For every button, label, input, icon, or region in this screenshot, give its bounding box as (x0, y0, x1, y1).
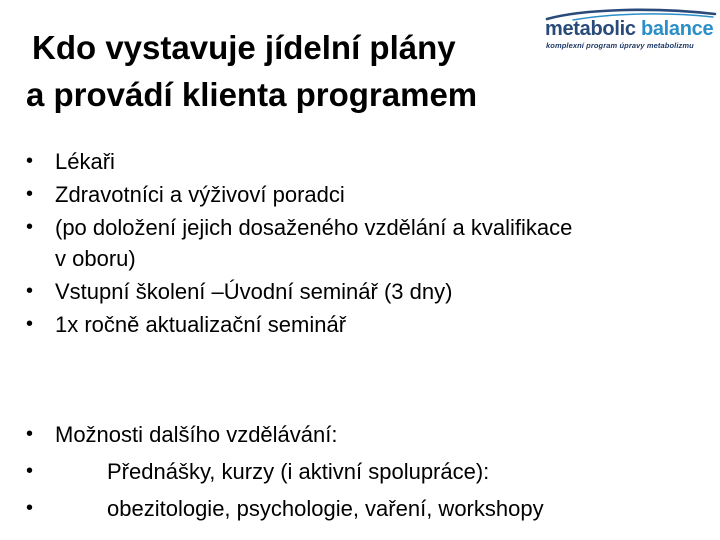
title-line-1: Kdo vystavuje jídelní plány (32, 29, 456, 66)
list-item (26, 212, 586, 274)
bullet-icon: • (26, 280, 34, 302)
logo-brand-part-2: balance (640, 18, 714, 40)
list-item (26, 276, 586, 307)
list-item-text: Zdravotníci a výživoví poradci (55, 182, 345, 207)
list-item-text: Lékaři (55, 149, 115, 174)
list-item-text: Přednášky, kurzy (i aktivní spolupráce): (107, 459, 490, 484)
list-item-text: (po doložení jejich dosaženého vzdělání a kvalifikace v oboru) (55, 215, 573, 271)
bullet-icon: • (26, 313, 34, 335)
bullet-icon: • (26, 216, 34, 238)
bullet-list-2 (26, 419, 706, 530)
slide-title (20, 24, 620, 118)
list-item (26, 179, 586, 210)
bullet-list-1 (26, 146, 586, 342)
bullet-icon: • (26, 183, 34, 205)
bullet-icon: • (26, 423, 34, 445)
logo-brand-text (545, 18, 713, 40)
title-line-2: a provádí klienta programem (26, 76, 478, 113)
list-item-text: Možnosti dalšího vzdělávání: (55, 422, 338, 447)
bullet-icon: • (26, 497, 34, 519)
list-item-text: obezitologie, psychologie, vaření, workshopy (107, 496, 544, 521)
list-item (26, 146, 586, 177)
list-item (26, 309, 586, 340)
list-item-text: 1x ročně aktualizační seminář (55, 312, 347, 337)
list-item (26, 419, 706, 450)
bullet-icon: • (26, 150, 34, 172)
logo-tagline: komplexní program úpravy metabolizmu (546, 41, 694, 50)
metabolic-balance-logo (543, 8, 718, 56)
list-item-text: Vstupní školení –Úvodní seminář (3 dny) (55, 279, 453, 304)
list-item (26, 493, 706, 524)
bullet-icon: • (26, 460, 34, 482)
list-item (26, 456, 706, 487)
logo-brand-part-1: metabolic (545, 18, 636, 40)
